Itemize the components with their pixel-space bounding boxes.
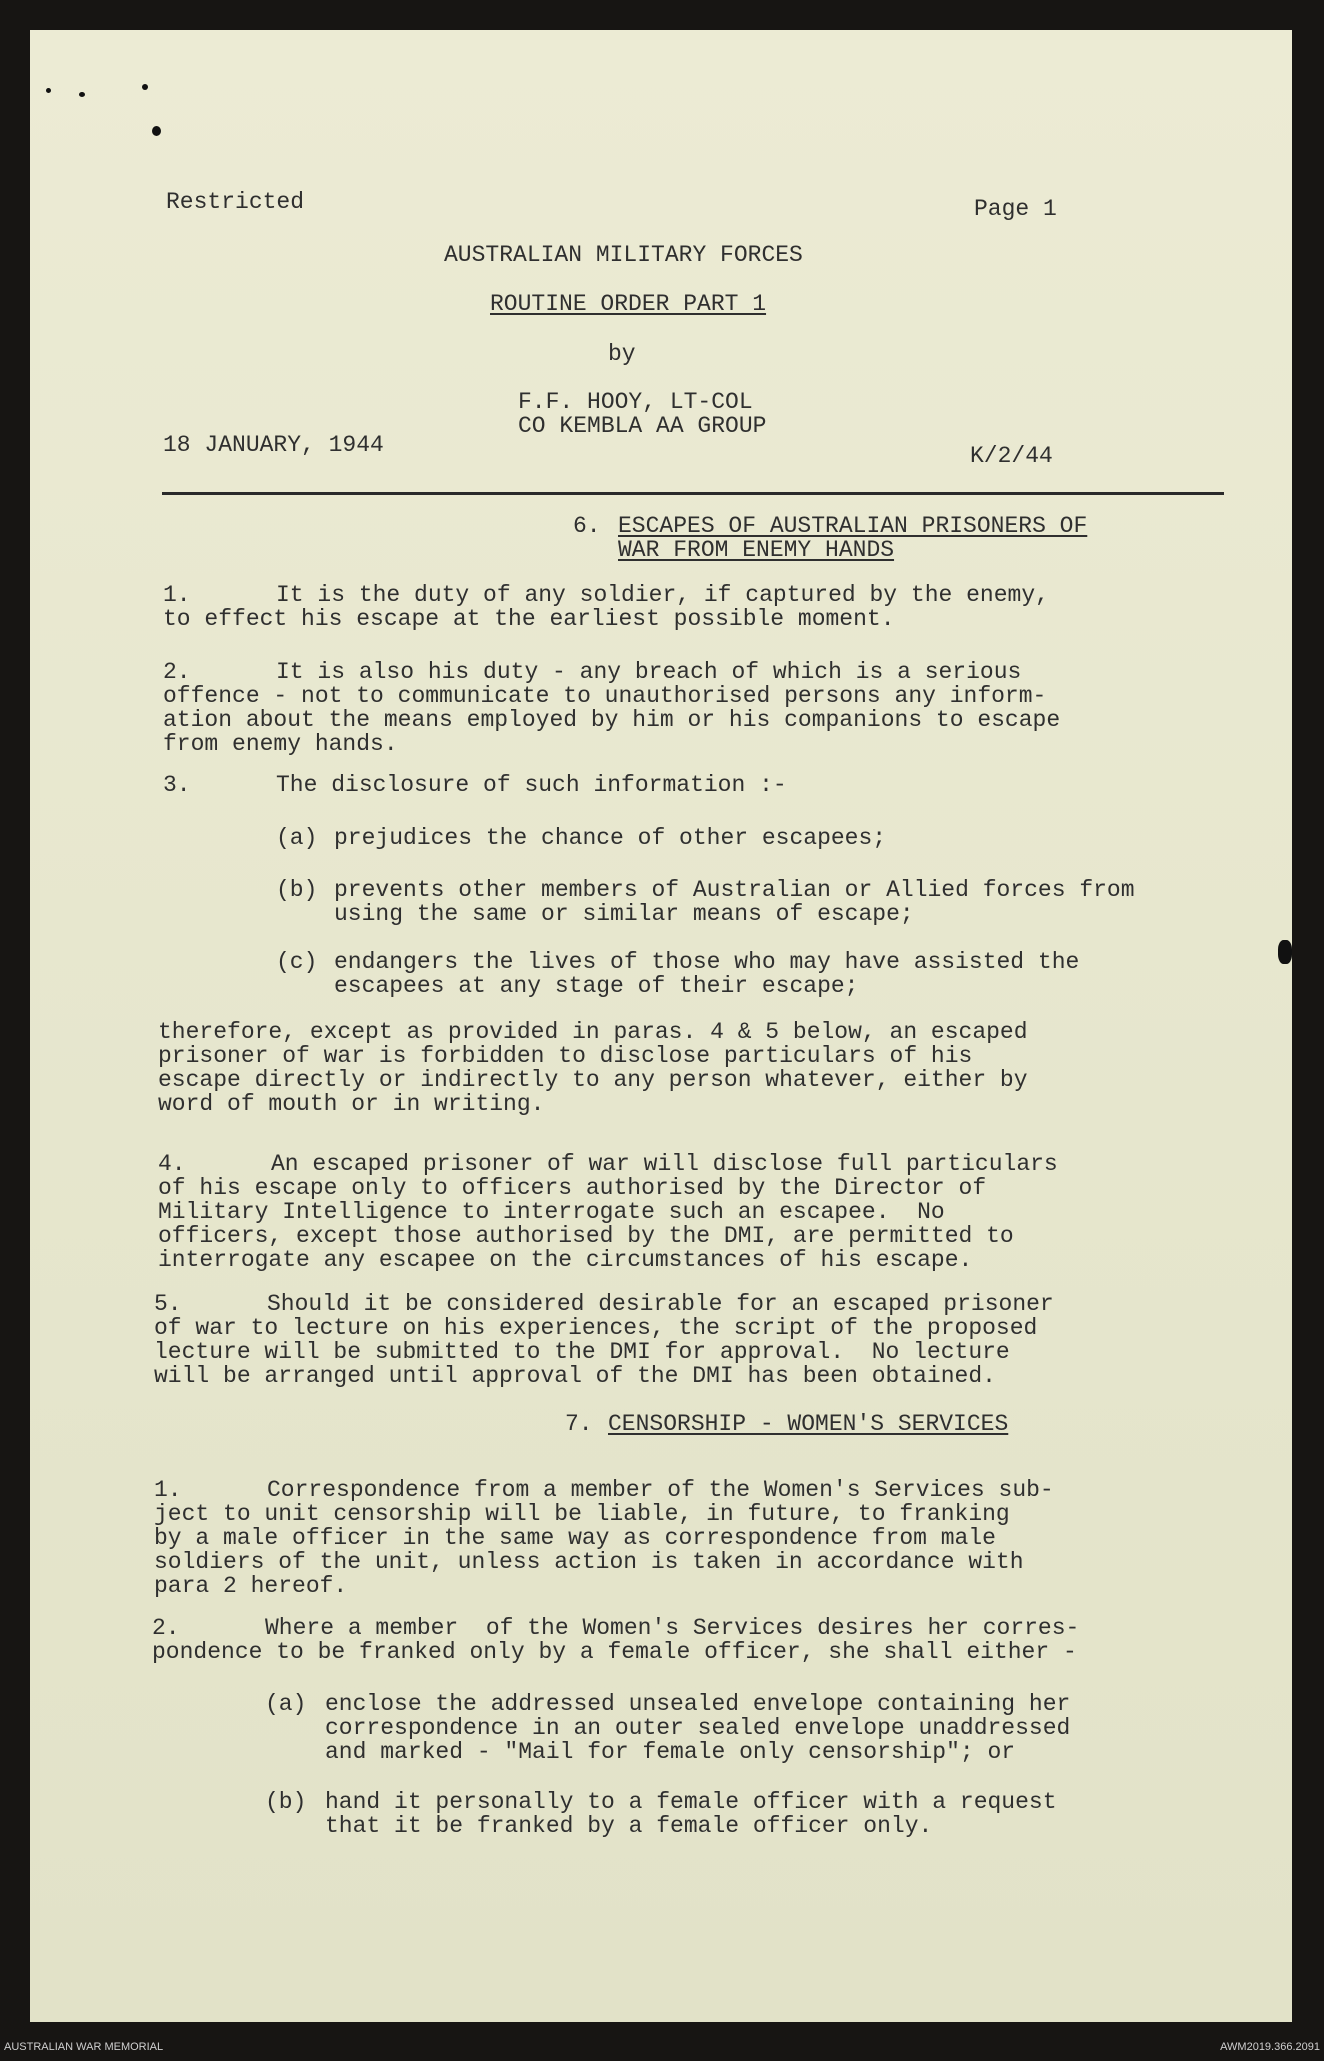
paragraph: An escaped prisoner of war will disclose full particulars of his escape only to officers authorised by the Director of Military Intelligence to interrogate such an escapee. No officers, except those authorised by the DMI, are permitted to interrogate any escapee on the circumstances of his escape.: [158, 1151, 1058, 1273]
order-reference: K/2/44: [970, 443, 1053, 469]
paragraph-number: 2.: [163, 659, 191, 685]
list-item: prevents other members of Australian or Allied forces from using the same or similar means of escape;: [334, 877, 1135, 927]
list-item: prejudices the chance of other escapees;: [334, 825, 887, 851]
paragraph: Where a member of the Women's Services desires her corres- pondence to be franked only by a female officer, she shall either -: [152, 1615, 1080, 1665]
ink-speck: [142, 84, 148, 90]
list-item: hand it personally to a female officer with a request that it be franked by a female officer only.: [325, 1789, 1057, 1839]
list-label: (b): [276, 877, 318, 903]
paragraph-number: 1.: [154, 1477, 182, 1503]
list-label: (a): [276, 825, 318, 851]
by-label: by: [608, 341, 636, 367]
order-date: 18 JANUARY, 1944: [163, 432, 384, 458]
list-item: enclose the addressed unsealed envelope containing her correspondence in an outer sealed envelope unaddressed and marked - "Mail for female only censorship"; or: [325, 1691, 1071, 1765]
section-number: 6.: [573, 513, 601, 539]
ink-speck: [152, 126, 161, 136]
list-label: (b): [265, 1789, 307, 1815]
ink-speck: [46, 88, 51, 93]
paragraph: The disclosure of such information :-: [276, 772, 787, 798]
header-rule: [162, 492, 1224, 495]
officer-name: F.F. HOOY, LT-COL: [518, 389, 753, 415]
list-item: endangers the lives of those who may have assisted the escapees at any stage of their escape;: [334, 949, 1080, 999]
page-number: Page 1: [974, 196, 1057, 222]
document-subtitle: ROUTINE ORDER PART 1: [490, 291, 767, 317]
footer-credit: AUSTRALIAN WAR MEMORIAL: [4, 2041, 164, 2053]
command-name: CO KEMBLA AA GROUP: [518, 413, 767, 439]
paragraph-continuation: therefore, except as provided in paras. 4 & 5 below, an escaped prisoner of war is forbidden to disclose particulars of his escape directly or indirectly to any person whatever, either by word of mouth or in writing.: [158, 1019, 1028, 1117]
paragraph: It is the duty of any soldier, if captured by the enemy, to effect his escape at the earliest possible moment.: [163, 582, 1049, 632]
footer-accession-number: AWM2019.366.2091: [1220, 2041, 1320, 2053]
ink-speck: [1278, 940, 1292, 964]
paragraph-number: 5.: [154, 1291, 182, 1317]
section-heading: ESCAPES OF AUSTRALIAN PRISONERS OF WAR FROM ENEMY HANDS: [618, 513, 1088, 563]
section-heading: CENSORSHIP - WOMEN'S SERVICES: [608, 1411, 1009, 1437]
paragraph-number: 3.: [163, 772, 191, 798]
ink-speck: [79, 92, 85, 97]
paragraph: It is also his duty - any breach of which is a serious offence - not to communicate to unauthorised persons any inform- ation about the means employed by him or his companions to escape from enemy hands.: [163, 659, 1061, 757]
paragraph: Should it be considered desirable for an escaped prisoner of war to lecture on his experiences, the script of the proposed lecture will be submitted to the DMI for approval. No lecture will be arranged until approval of the DMI has been obtained.: [154, 1291, 1054, 1389]
paragraph-number: 4.: [158, 1151, 186, 1177]
paragraph-number: 1.: [163, 582, 191, 608]
paragraph: Correspondence from a member of the Women's Services sub- ject to unit censorship will be liable, in future, to franking by a male officer in the same way as correspondence from male soldiers of the unit, unless action is taken in accordance with para 2 hereof.: [154, 1477, 1054, 1599]
list-label: (a): [265, 1691, 307, 1717]
paragraph-number: 2.: [152, 1615, 180, 1641]
document-title: AUSTRALIAN MILITARY FORCES: [444, 242, 803, 268]
classification-label: Restricted: [166, 189, 305, 215]
list-label: (c): [276, 949, 318, 975]
document-page: [30, 30, 1292, 2022]
section-number: 7.: [565, 1411, 593, 1437]
